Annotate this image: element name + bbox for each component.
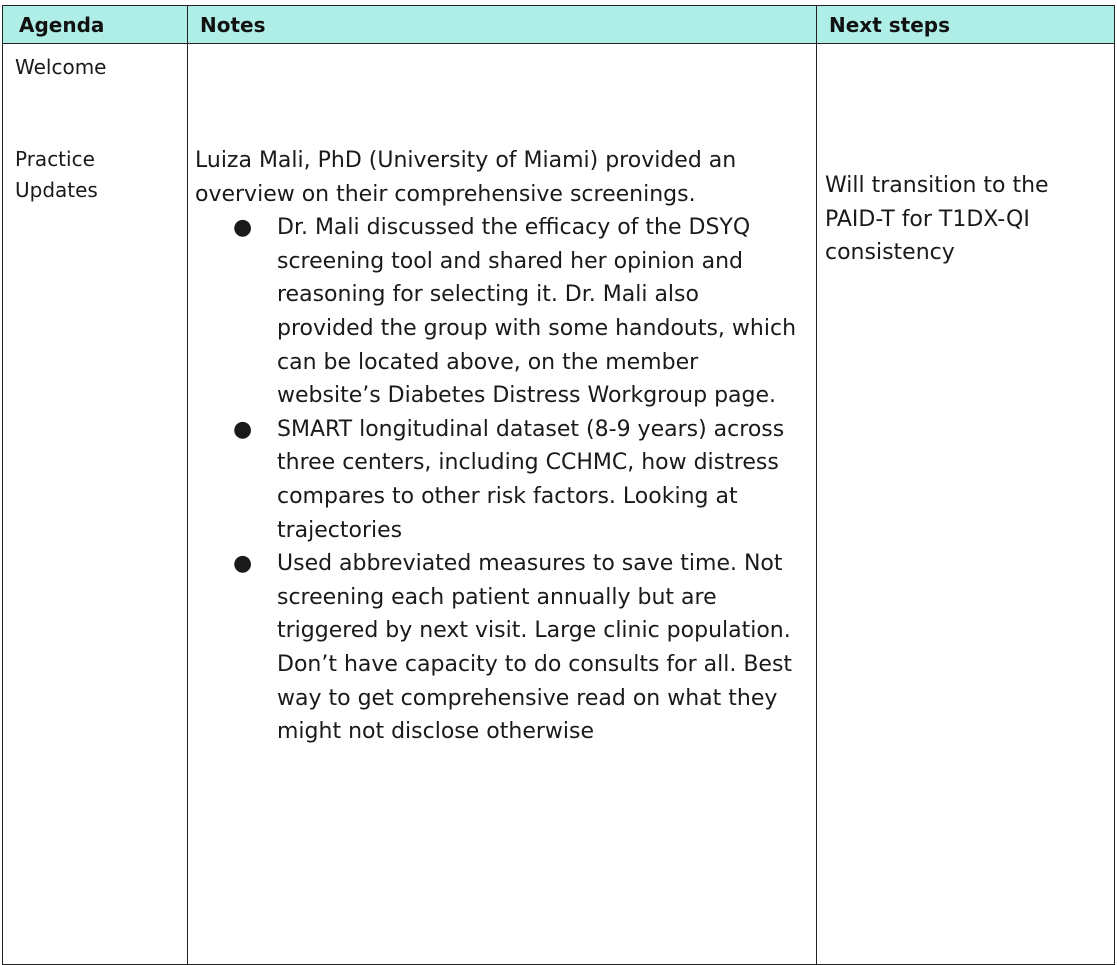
- table-row: [3, 44, 1115, 965]
- notes-bullet-text: Used abbreviated measures to save time. Not screening each patient annually but are triggered by next visit. Large clinic population. Don’t have capacity to do consults for all. Best way to get comprehensive read on what they might not disclose otherwise: [277, 551, 793, 745]
- next-steps-text: Will transition to the PAID-T for T1DX-QI consistency: [825, 173, 1049, 266]
- notes-bullet-text: Dr. Mali discussed the efficacy of the DSYQ screening tool and shared her opinion and reasoning for selecting it. Dr. Mali also provided the group with some handouts, which can be located above, on the member website’s Diabetes Distress Workgroup page.: [277, 215, 797, 409]
- meeting-notes-table: [2, 5, 1115, 965]
- agenda-item-practice-updates: Practice Updates: [15, 147, 98, 202]
- bullet-icon: ●: [233, 215, 253, 241]
- list-item: [233, 211, 806, 413]
- list-item: [233, 413, 806, 547]
- agenda-header: Agenda: [3, 6, 188, 44]
- notes-bullet-text: SMART longitudinal dataset (8-9 years) across three centers, including CCHMC, how distress compares to other risk factors. Looking at trajectories: [277, 416, 785, 543]
- table-header-row: [3, 6, 1115, 44]
- list-item: [233, 547, 806, 749]
- notes-intro: Luiza Mali, PhD (University of Miami) provided an overview on their comprehensive screenings.: [195, 148, 737, 207]
- bullet-icon: ●: [233, 416, 253, 442]
- notes-bullet-list: [195, 211, 806, 749]
- next-steps-header: Next steps: [817, 6, 1115, 44]
- agenda-item-welcome: Welcome: [15, 55, 107, 79]
- agenda-cell: [3, 44, 188, 965]
- bullet-icon: ●: [233, 551, 253, 577]
- notes-header: Notes: [188, 6, 817, 44]
- next-steps-cell: [817, 44, 1115, 965]
- notes-cell: [188, 44, 817, 965]
